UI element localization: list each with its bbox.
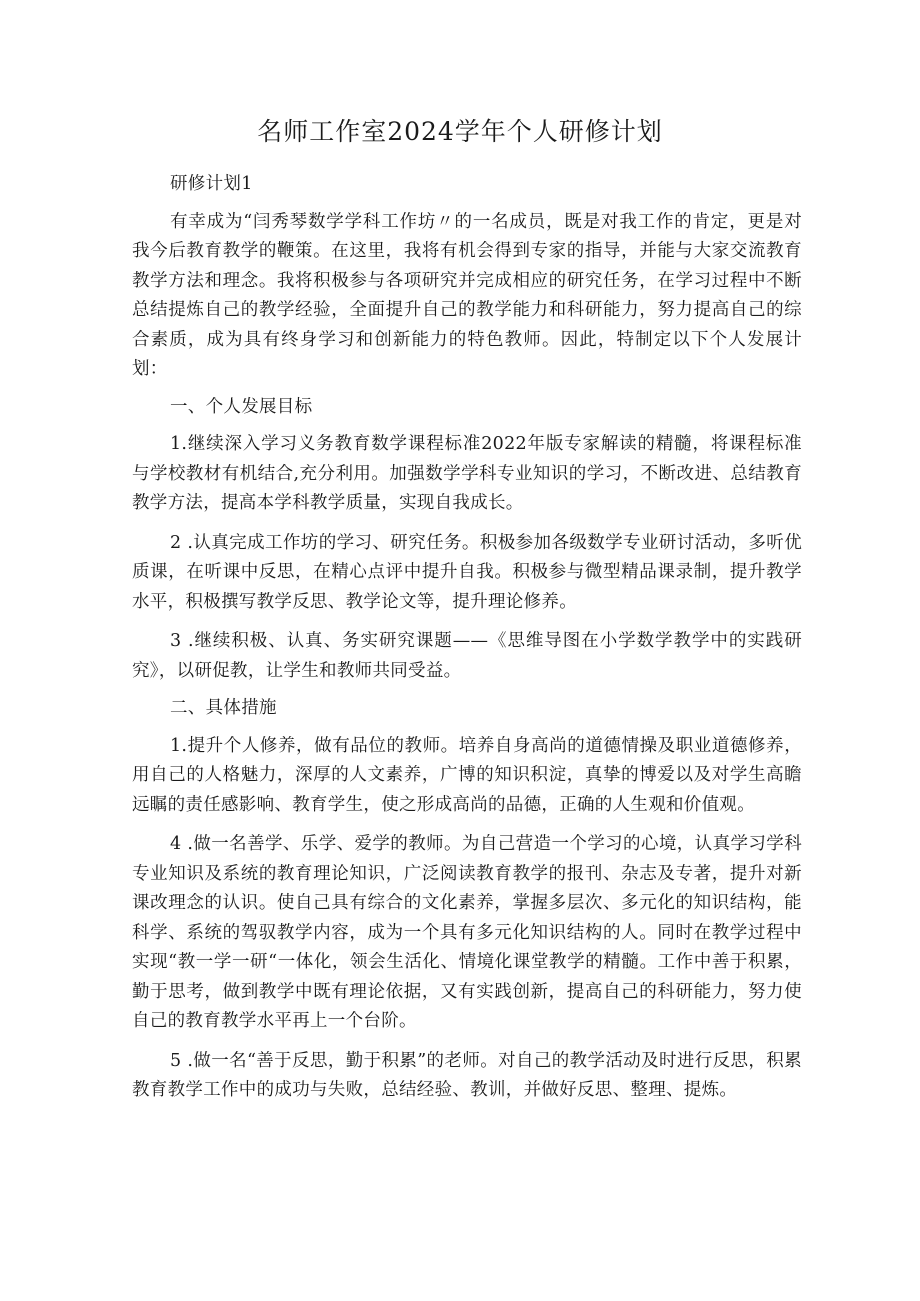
section-heading-measures: 二、具体措施 xyxy=(170,698,277,718)
measure-item: 1.提升个人修养，做有品位的教师。培养自身高尚的道德情操及职业道德修养，用自己的人格魅力，深厚的人文素养，广博的知识积淀，真挚的博爱以及对学生高瞻远瞩的责任感影响、教育学生，使之形成高尚的品德，正确的人生观和价值观。 xyxy=(132,735,802,815)
document-title: 名师工作室2024学年个人研修计划 xyxy=(257,117,663,146)
section-heading-goals: 一、个人发展目标 xyxy=(170,396,313,417)
goal-item: 2 .认真完成工作坊的学习、研究任务。积极参加各级数学专业研讨活动，多听优质课，在听课中反思，在精心点评中提升自我。积极参与微型精品课录制，提升教学水平，积极撰写教学反思、教学论文等，提升理论修养。 xyxy=(132,532,802,612)
measure-item: 5 .做一名“善于反思，勤于积累”的老师。对自己的教学活动及时进行反思，积累教育教学工作中的成功与失败，总结经验、教训，并做好反思、整理、提炼。 xyxy=(132,1050,802,1100)
intro-paragraph: 有幸成为“闫秀琴数学学科工作坊〃的一名成员，既是对我工作的肯定，更是对我今后教育教学的鞭策。在这里，我将有机会得到专家的指导，并能与大家交流教育教学方法和理念。我将积极参与各项研究并完成相应的研究任务，在学习过程中不断总结提炼自己的教学经验，全面提升自己的教学能力和科研能力，努力提高自己的综合素质，成为具有终身学习和创新能力的特色教师。因此，特制定以下个人发展计划： xyxy=(132,211,802,379)
measure-item: 4 .做一名善学、乐学、爱学的教师。为自己营造一个学习的心境，认真学习学科专业知识及系统的教育理论知识，广泛阅读教育教学的报刊、杂志及专著，提升对新课改理念的认识。使自己具有综合的文化素养，掌握多层次、多元化的知识结构，能科学、系统的驾驭教学内容，成为一个具有多元化知识结构的人。同时在教学过程中实现“教一学一研“一体化，领会生活化、情境化课堂教学的精髓。工作中善于积累，勤于思考，做到教学中既有理论依据，又有实践创新，提高自己的科研能力，努力使自己的教育教学水平再上一个台阶。 xyxy=(132,834,802,1031)
goal-item: 1.继续深入学习义务教育数学课程标准2022年版专家解读的精髓，将课程标准与学校教材有机结合,充分利用。加强数学学科专业知识的学习，不断改进、总结教育教学方法，提高本学科教学质量，实现自我成长。 xyxy=(132,434,802,513)
document-body xyxy=(132,170,802,1108)
plan-subtitle: 研修计划1 xyxy=(170,174,253,194)
goal-item: 3 .继续积极、认真、务实研究课题——《思维导图在小学数学教学中的实践研究》，以研促教，让学生和教师共同受益。 xyxy=(132,631,802,681)
